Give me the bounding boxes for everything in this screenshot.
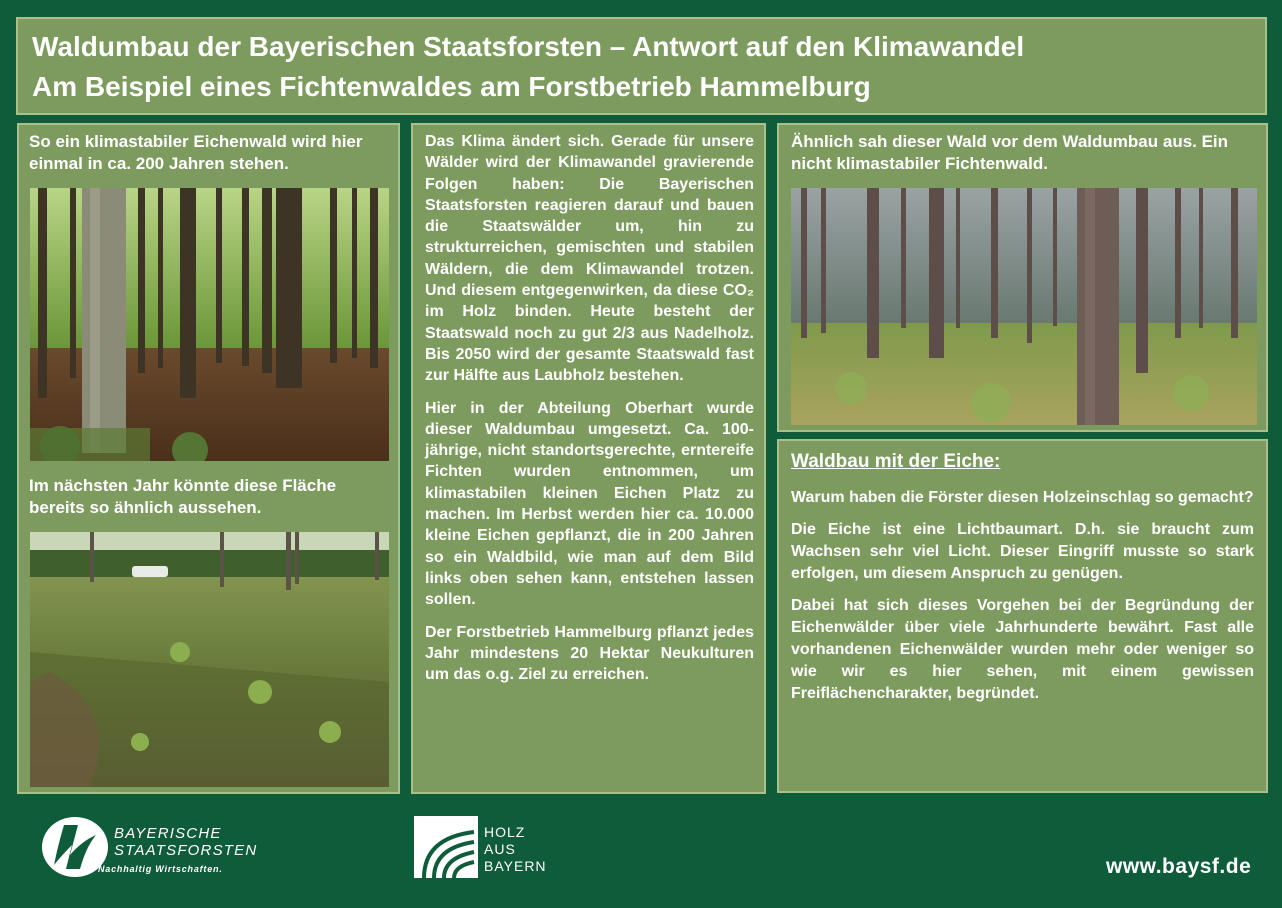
right-top-panel xyxy=(777,123,1268,432)
light-paragraph: Die Eiche ist eine Lichtbaumart. D.h. sie braucht zum Wachsen sehr viel Licht. Dieser Eingriff musste so stark erfolgen, um diesem Anspruch zu genügen. xyxy=(791,521,1254,582)
oak-forest-photo xyxy=(30,188,389,461)
question-paragraph: Warum haben die Förster diesen Holzeinschlag so gemacht? xyxy=(791,489,1254,506)
title-panel xyxy=(16,17,1267,115)
hammelburg-paragraph: Der Forstbetrieb Hammelburg pflanzt jedes Jahr mindestens 20 Hektar Neukulturen um das o.g. Ziel zu erreichen. xyxy=(425,623,754,684)
hab-line-2: AUS xyxy=(484,841,516,857)
left-panel xyxy=(17,123,400,794)
title-line-1: Waldumbau der Bayerischen Staatsforsten – Antwort auf den Klimawandel xyxy=(32,31,1025,62)
climate-paragraph: Das Klima ändert sich. Gerade für unsere Wälder wird der Klimawandel gravierende Folgen haben: Die Bayerischen Staatsforsten reagieren darauf und bauen die Staatswälder um, hin zu strukturreichen, gemischten und stabilen Wäldern, die dem Klimawandel trotzen. Und diesem entgegenwirken, da diese CO₂ im Holz binden. Heute besteht der Staatswald noch zu gut 2/3 aus Nadelholz. Bis 2050 wird der gesamte Staatswald fast zur Hälfte aus Laubholz bestehen. xyxy=(425,133,754,385)
middle-text-panel xyxy=(411,123,766,794)
oak-silviculture-heading: Waldbau mit der Eiche: xyxy=(791,451,1001,472)
history-paragraph: Dabei hat sich dieses Vorgehen bei der Begründung der Eichenwälder über viele Jahrhunderte bewährt. Fast alle vorhandenen Eichenwälder wurden mehr oder weniger so wie wir es hier sehen, mit einem gewissen Freiflächencharakter, begründet. xyxy=(791,597,1254,702)
bsf-line-1: BAYERISCHE xyxy=(114,825,222,842)
bsf-slogan: Nachhaltig Wirtschaften. xyxy=(98,864,223,874)
bsf-line-2: STAATSFORSTEN xyxy=(114,842,258,859)
spruce-forest-photo xyxy=(791,188,1257,425)
holz-aus-bayern-logo xyxy=(414,816,564,878)
clearing-caption: Im nächsten Jahr könnte diese Fläche bereits so ähnlich aussehen. xyxy=(29,476,337,517)
oak-forest-caption: So ein klimastabiler Eichenwald wird hier einmal in ca. 200 Jahren stehen. xyxy=(29,132,363,173)
oberhart-paragraph: Hier in der Abteilung Oberhart wurde dieser Waldumbau umgesetzt. Ca. 100-jährige, nicht standortsgerechte, erntereife Fichten wurden entnommen, um klimastabilen kleinen Eichen Platz zu machen. Im Herbst werden hier ca. 10.000 kleine Eichen gepflanzt, die in 200 Jahren so ein Waldbild, wie man auf dem Bild links oben sehen kann, entstehen lassen sollen. xyxy=(425,399,754,609)
clearing-photo xyxy=(30,532,389,787)
spruce-forest-caption: Ähnlich sah dieser Wald vor dem Waldumbau aus. Ein nicht klimastabiler Fichtenwald. xyxy=(791,132,1229,173)
oak-silviculture-panel xyxy=(777,439,1268,793)
title-line-2: Am Beispiel eines Fichtenwaldes am Forstbetrieb Hammelburg xyxy=(32,71,871,102)
bayerische-staatsforsten-logo xyxy=(40,815,280,879)
website-link[interactable]: www.baysf.de xyxy=(1106,855,1252,878)
hab-line-3: BAYERN xyxy=(484,858,547,874)
hab-line-1: HOLZ xyxy=(484,824,526,840)
